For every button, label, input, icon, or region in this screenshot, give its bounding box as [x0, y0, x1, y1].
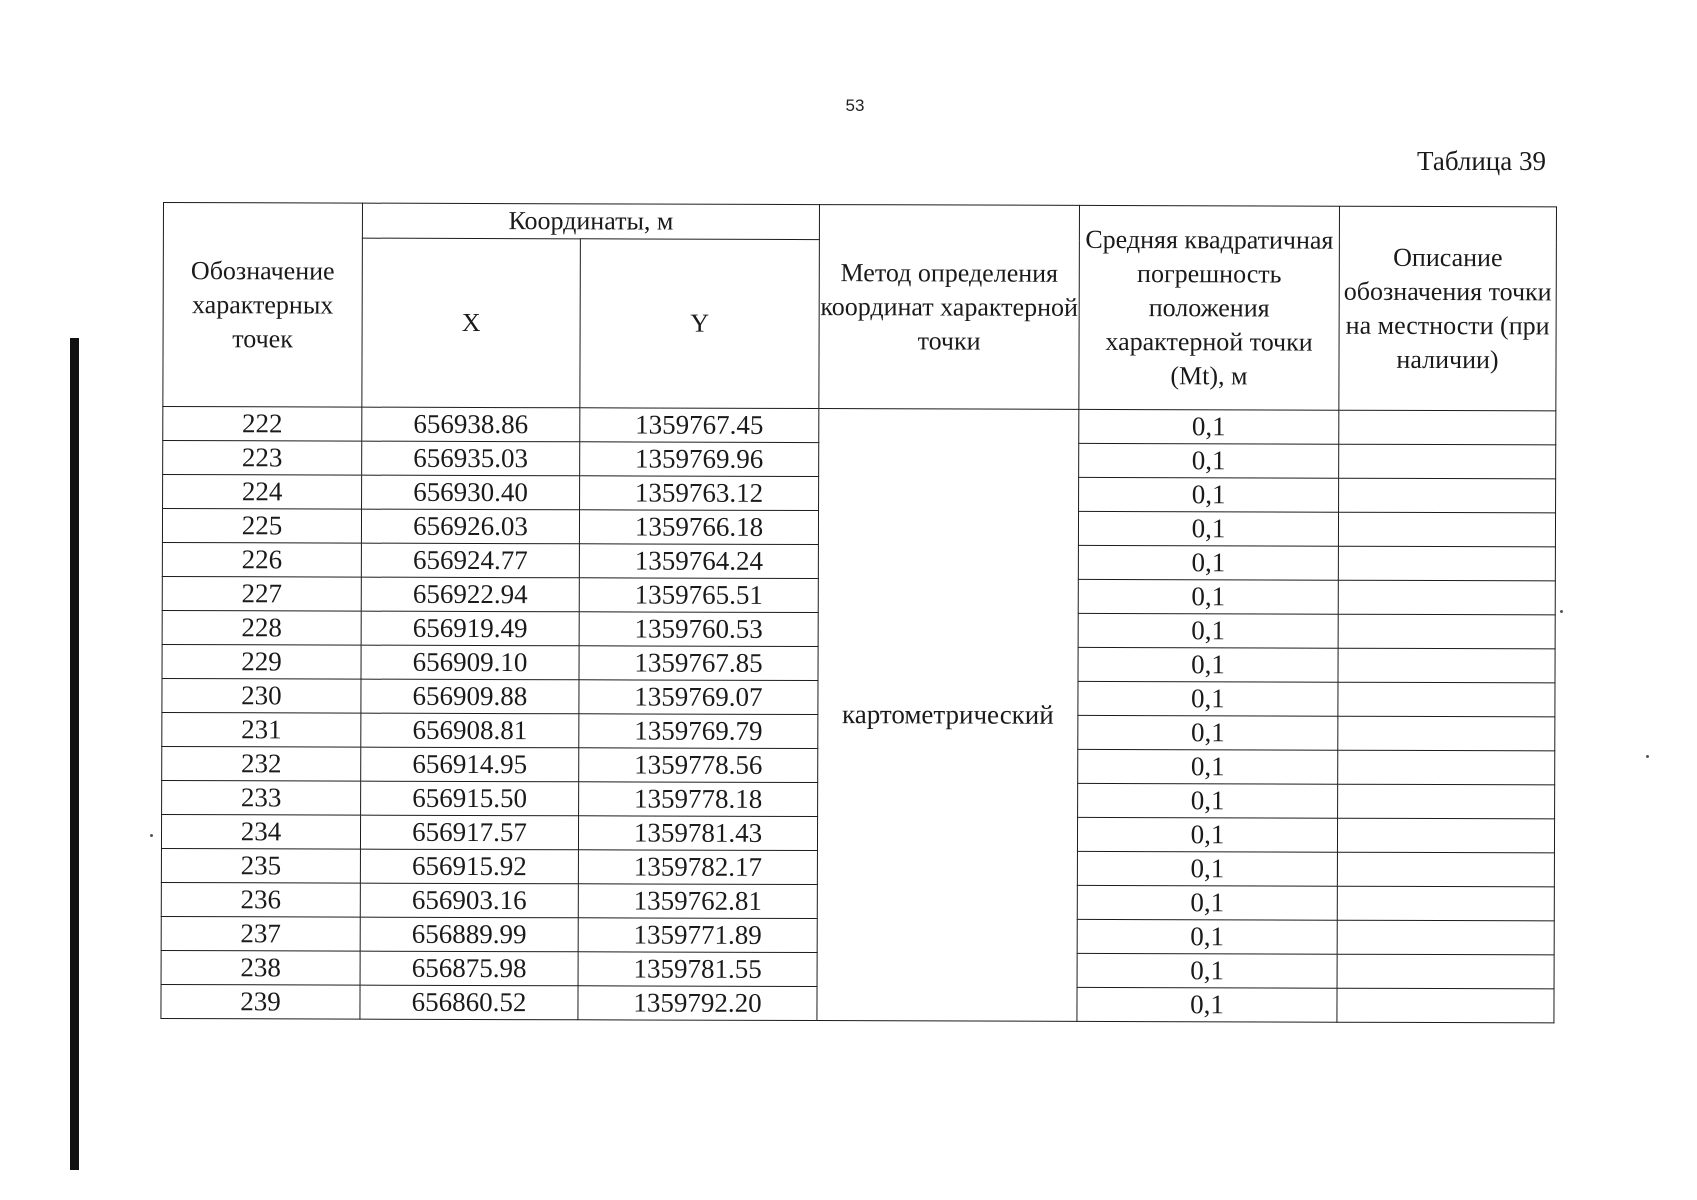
- cell-x: 656909.10: [361, 645, 579, 680]
- scan-speck: [1560, 610, 1563, 613]
- cell-point: 237: [161, 916, 360, 951]
- cell-accuracy: 0,1: [1078, 511, 1338, 546]
- cell-x: 656935.03: [362, 441, 580, 476]
- cell-accuracy: 0,1: [1078, 613, 1338, 648]
- cell-x: 656889.99: [360, 917, 578, 952]
- table-caption: Таблица 39: [1417, 146, 1546, 176]
- cell-description: [1338, 648, 1555, 683]
- cell-x: 656903.16: [360, 883, 578, 918]
- table-body: [161, 407, 1556, 1023]
- cell-description: [1339, 410, 1556, 445]
- cell-accuracy: 0,1: [1078, 545, 1338, 580]
- cell-y: 1359764.24: [579, 544, 818, 579]
- cell-y: 1359778.18: [579, 782, 818, 817]
- header-description: Описание обозначения точки на местности (при наличии): [1339, 206, 1557, 411]
- cell-accuracy: 0,1: [1077, 919, 1337, 954]
- cell-accuracy: 0,1: [1078, 783, 1338, 818]
- cell-x: 656914.95: [361, 747, 579, 782]
- cell-point: 228: [162, 610, 361, 645]
- cell-accuracy: 0,1: [1078, 749, 1338, 784]
- cell-y: 1359767.85: [579, 646, 818, 681]
- cell-y: 1359765.51: [579, 578, 818, 613]
- cell-point: 226: [162, 542, 361, 577]
- cell-point: 239: [161, 984, 360, 1019]
- cell-point: 230: [162, 678, 361, 713]
- header-coordinates: Координаты, м: [362, 203, 819, 239]
- cell-accuracy: 0,1: [1077, 987, 1337, 1022]
- cell-accuracy: 0,1: [1077, 851, 1337, 886]
- cell-description: [1337, 886, 1554, 921]
- cell-accuracy: 0,1: [1079, 409, 1339, 444]
- cell-description: [1337, 818, 1554, 853]
- cell-point: 225: [162, 509, 361, 544]
- cell-x: 656924.77: [361, 543, 579, 578]
- cell-y: 1359762.81: [578, 884, 817, 919]
- cell-y: 1359769.79: [579, 714, 818, 749]
- cell-y: 1359760.53: [579, 612, 818, 647]
- cell-x: 656875.98: [360, 951, 578, 986]
- cell-x: 656938.86: [362, 407, 580, 442]
- scan-speck: [150, 834, 153, 837]
- cell-x: 656926.03: [361, 509, 579, 544]
- cell-accuracy: 0,1: [1079, 477, 1339, 512]
- cell-accuracy: 0,1: [1078, 579, 1338, 614]
- cell-description: [1338, 784, 1555, 819]
- cell-description: [1338, 546, 1555, 581]
- cell-y: 1359771.89: [578, 918, 817, 953]
- cell-y: 1359763.12: [580, 476, 819, 511]
- cell-point: 229: [162, 644, 361, 679]
- cell-x: 656909.88: [361, 679, 579, 714]
- cell-point: 232: [162, 746, 361, 781]
- header-y: Y: [580, 239, 820, 409]
- cell-description: [1337, 988, 1554, 1023]
- scan-speck: [1646, 755, 1649, 758]
- cell-y: 1359781.43: [578, 816, 817, 851]
- cell-point: 227: [162, 576, 361, 611]
- cell-point: 231: [162, 712, 361, 747]
- cell-y: 1359778.56: [579, 748, 818, 783]
- cell-accuracy: 0,1: [1077, 953, 1337, 988]
- header-point: Обозначение характерных точек: [163, 203, 363, 408]
- header-method: Метод определения координат характерной точки: [819, 205, 1080, 410]
- cell-accuracy: 0,1: [1078, 681, 1338, 716]
- cell-x: 656908.81: [361, 713, 579, 748]
- cell-description: [1338, 716, 1555, 751]
- cell-x: 656915.92: [360, 849, 578, 884]
- cell-point: 236: [161, 882, 360, 917]
- cell-accuracy: 0,1: [1077, 817, 1337, 852]
- header-accuracy: Средняя квадратичная погрешность положения характерной точки (Mt), м: [1079, 205, 1340, 410]
- cell-y: 1359769.07: [579, 680, 818, 715]
- cell-description: [1338, 682, 1555, 717]
- cell-description: [1337, 852, 1554, 887]
- cell-point: 224: [163, 475, 362, 510]
- page-number: 53: [845, 96, 865, 115]
- cell-description: [1339, 478, 1556, 513]
- table-row: [163, 407, 1556, 445]
- cell-x: 656930.40: [362, 475, 580, 510]
- cell-description: [1337, 920, 1554, 955]
- cell-y: 1359767.45: [580, 408, 819, 443]
- cell-point: 238: [161, 950, 360, 985]
- cell-point: 233: [162, 780, 361, 815]
- cell-point: 222: [163, 407, 362, 442]
- coordinates-table: [160, 202, 1557, 1023]
- cell-description: [1338, 614, 1555, 649]
- header-x: X: [362, 238, 581, 408]
- cell-y: 1359792.20: [578, 986, 817, 1021]
- cell-accuracy: 0,1: [1078, 647, 1338, 682]
- cell-x: 656919.49: [361, 611, 579, 646]
- cell-y: 1359766.18: [579, 510, 818, 545]
- cell-point: 235: [161, 848, 360, 883]
- cell-description: [1339, 444, 1556, 479]
- cell-y: 1359782.17: [578, 850, 817, 885]
- scan-edge-shadow: [70, 338, 79, 1170]
- cell-x: 656917.57: [360, 815, 578, 850]
- cell-point: 223: [163, 441, 362, 476]
- cell-description: [1337, 954, 1554, 989]
- cell-accuracy: 0,1: [1078, 715, 1338, 750]
- cell-accuracy: 0,1: [1079, 443, 1339, 478]
- cell-description: [1338, 750, 1555, 785]
- cell-description: [1338, 512, 1555, 547]
- cell-y: 1359781.55: [578, 952, 817, 987]
- cell-y: 1359769.96: [580, 442, 819, 477]
- cell-point: 234: [161, 814, 360, 849]
- cell-accuracy: 0,1: [1077, 885, 1337, 920]
- cell-description: [1338, 580, 1555, 615]
- cell-x: 656915.50: [361, 781, 579, 816]
- cell-method: картометрический: [817, 409, 1079, 1022]
- cell-x: 656922.94: [361, 577, 579, 612]
- cell-x: 656860.52: [360, 985, 578, 1020]
